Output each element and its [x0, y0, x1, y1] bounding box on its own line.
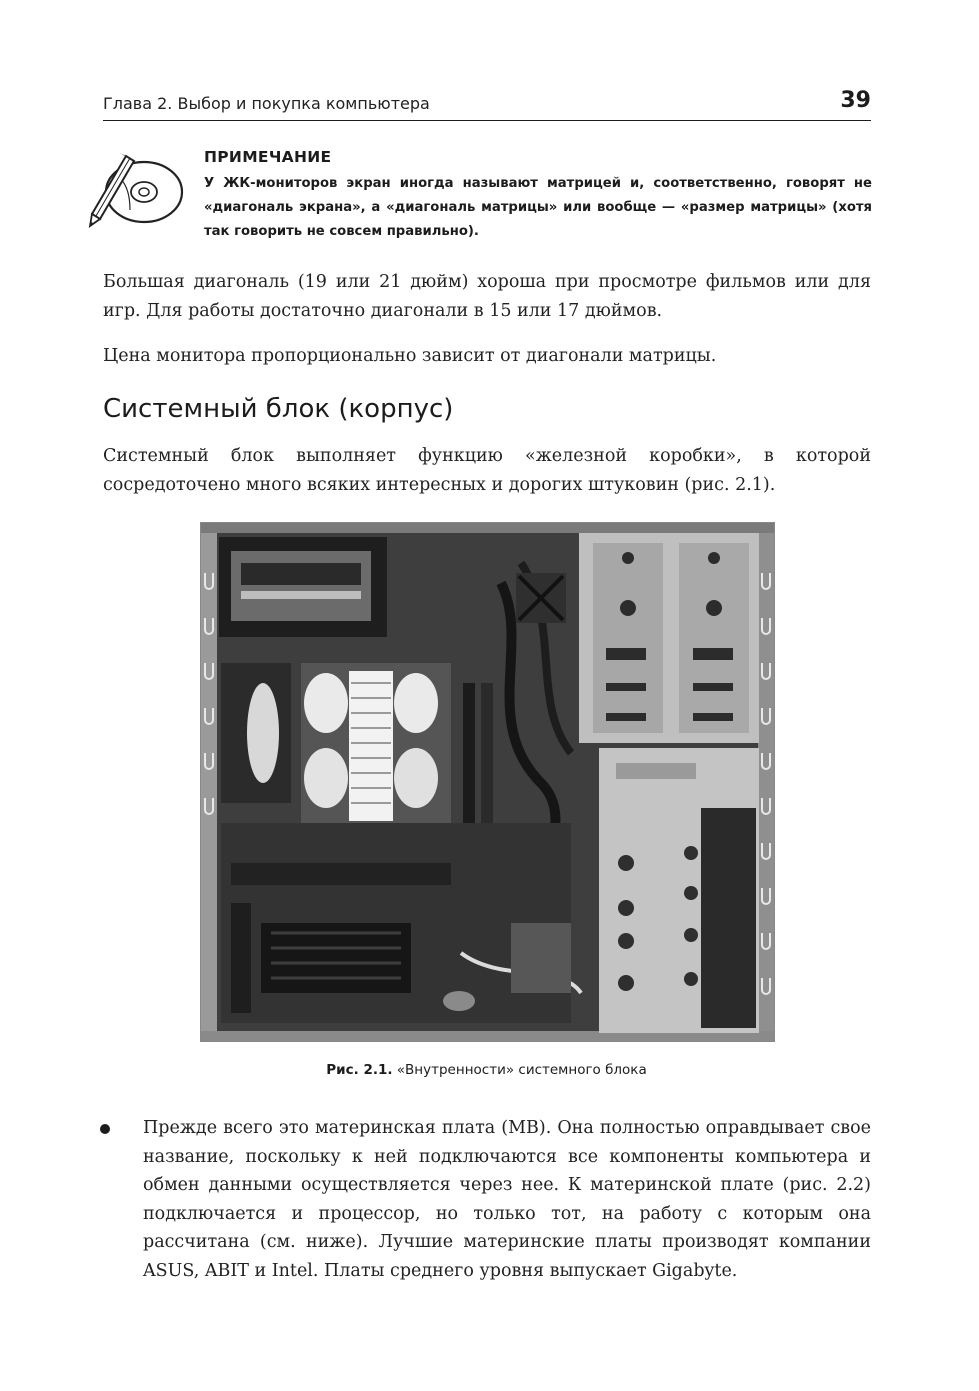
note-title: ПРИМЕЧАНИЕ	[204, 148, 332, 166]
bullet-item-motherboard: Прежде всего это материнская плата (MB). Она полностью оправдывает свое название, поскольку к ней подключаются все компоненты компьютера и обмен данными осуществляется через нее. К материнской плате (рис. 2.2) подключается и процессор, но только тот, на работу с которым она рассчитана (см. ниже). Лучшие материнские платы производят компании ASUS, ABIT и Intel. Платы среднего уровня выпускает Gigabyte.	[143, 1118, 871, 1281]
chapter-title: Глава 2. Выбор и покупка компьютера	[103, 94, 430, 113]
paragraph-price: Цена монитора пропорционально зависит от диагонали матрицы.	[103, 346, 717, 366]
caption-text: «Внутренности» системного блока	[392, 1062, 647, 1078]
section-heading: Системный блок (корпус)	[103, 394, 454, 424]
note-box	[204, 148, 872, 244]
pencil-cd-icon	[86, 152, 186, 228]
caption-label: Рис. 2.1.	[326, 1062, 393, 1078]
note-text: У ЖК-мониторов экран иногда называют матрицей и, соответственно, говорят не «диагональ экрана», а «диагональ матрицы» или вообще — «размер матрицы» (хотя так говорить не совсем правильно).	[204, 176, 872, 239]
page-number: 39	[840, 88, 871, 113]
system-unit-photo	[200, 522, 775, 1042]
bullet-marker	[100, 1124, 110, 1134]
page-header	[103, 88, 871, 121]
paragraph-system-unit: Системный блок выполняет функцию «железной коробки», в которой сосредоточено много всяких интересных и дорогих штуковин (рис. 2.1).	[103, 446, 871, 495]
paragraph-diagonal: Большая диагональ (19 или 21 дюйм) хороша при просмотре фильмов или для игр. Для работы достаточно диагонали в 15 или 17 дюймов.	[103, 272, 871, 321]
figure-caption	[200, 1062, 773, 1078]
